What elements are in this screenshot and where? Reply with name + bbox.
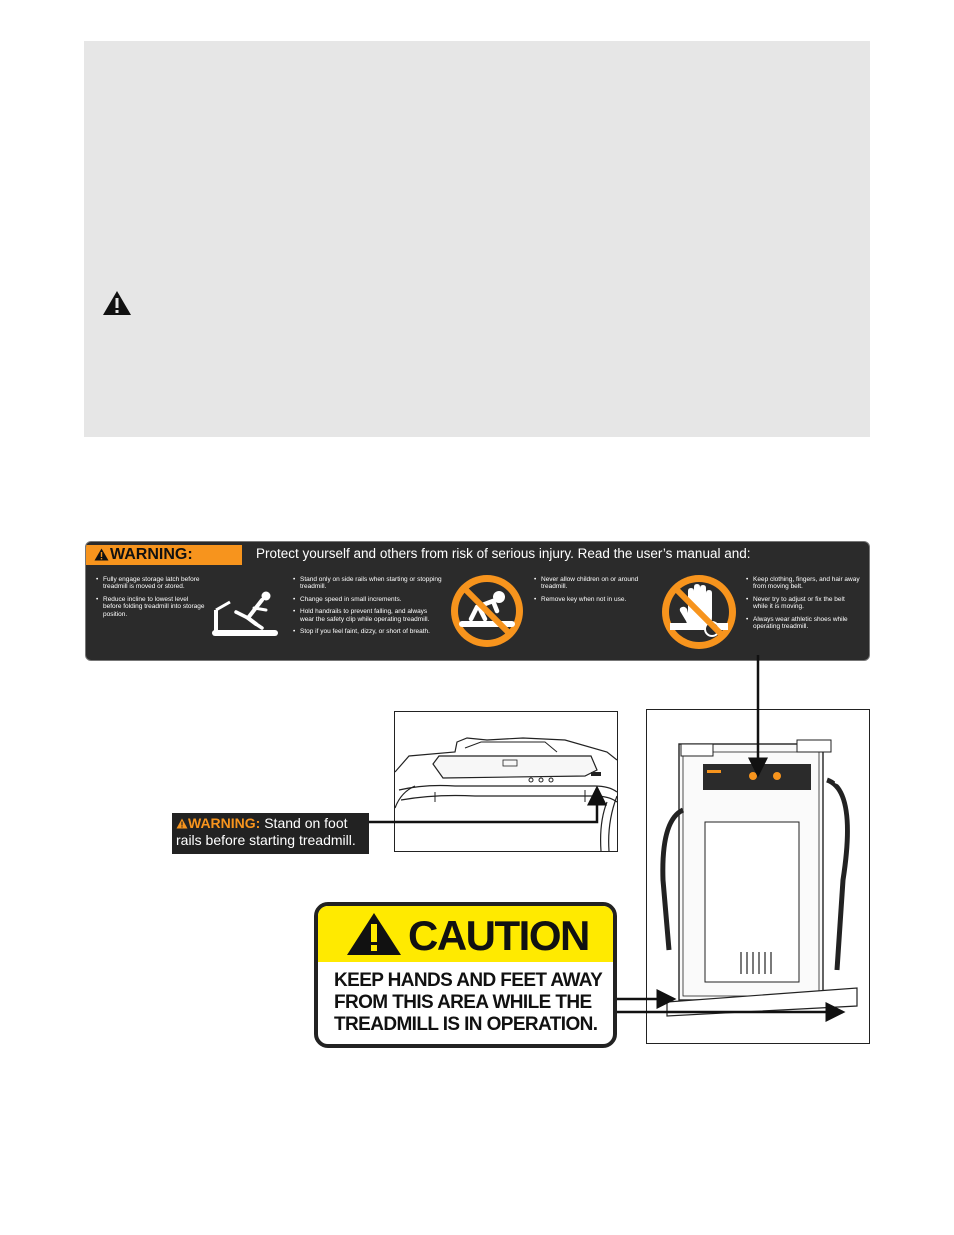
warning-item: • Hold handrails to prevent falling, and always wear the safety clip while operating treadmill. bbox=[293, 608, 443, 623]
warning-heading-text: WARNING: bbox=[110, 546, 193, 563]
warning-item: • Stop if you feel faint, dizzy, or short of breath. bbox=[293, 628, 443, 635]
warning-item: • Reduce incline to lowest level before folding treadmill into storage position. bbox=[96, 596, 206, 618]
foot-rail-warning-prefix: WARNING: bbox=[188, 815, 261, 831]
caution-title: CAUTION bbox=[408, 912, 589, 959]
warning-item: • Always wear athletic shoes while operating treadmill. bbox=[746, 616, 861, 631]
warning-intro-text: Protect yourself and others from risk of serious injury. Read the user’s manual and: bbox=[256, 546, 751, 561]
warning-item: • Keep clothing, fingers, and hair away from moving belt. bbox=[746, 576, 861, 591]
caution-line: TREADMILL IS IN OPERATION. bbox=[334, 1014, 598, 1035]
warning-item: • Stand only on side rails when starting or stopping treadmill. bbox=[293, 576, 443, 591]
foot-rail-warning-line2: rails before starting treadmill. bbox=[176, 832, 356, 848]
arrow-to-console bbox=[369, 788, 597, 822]
warning-item: • Fully engage storage latch before treadmill is moved or stored. bbox=[96, 576, 206, 591]
warning-item: • Never try to adjust or fix the belt while it is moving. bbox=[746, 596, 861, 611]
foot-rail-warning-text: Stand on foot bbox=[260, 815, 348, 831]
caution-line: KEEP HANDS AND FEET AWAY bbox=[334, 970, 603, 991]
warning-item: • Never allow children on or around treadmill. bbox=[534, 576, 644, 591]
warning-item: • Change speed in small increments. bbox=[293, 596, 443, 603]
caution-line: FROM THIS AREA WHILE THE bbox=[334, 992, 592, 1013]
warning-item: • Remove key when not in use. bbox=[534, 596, 644, 603]
